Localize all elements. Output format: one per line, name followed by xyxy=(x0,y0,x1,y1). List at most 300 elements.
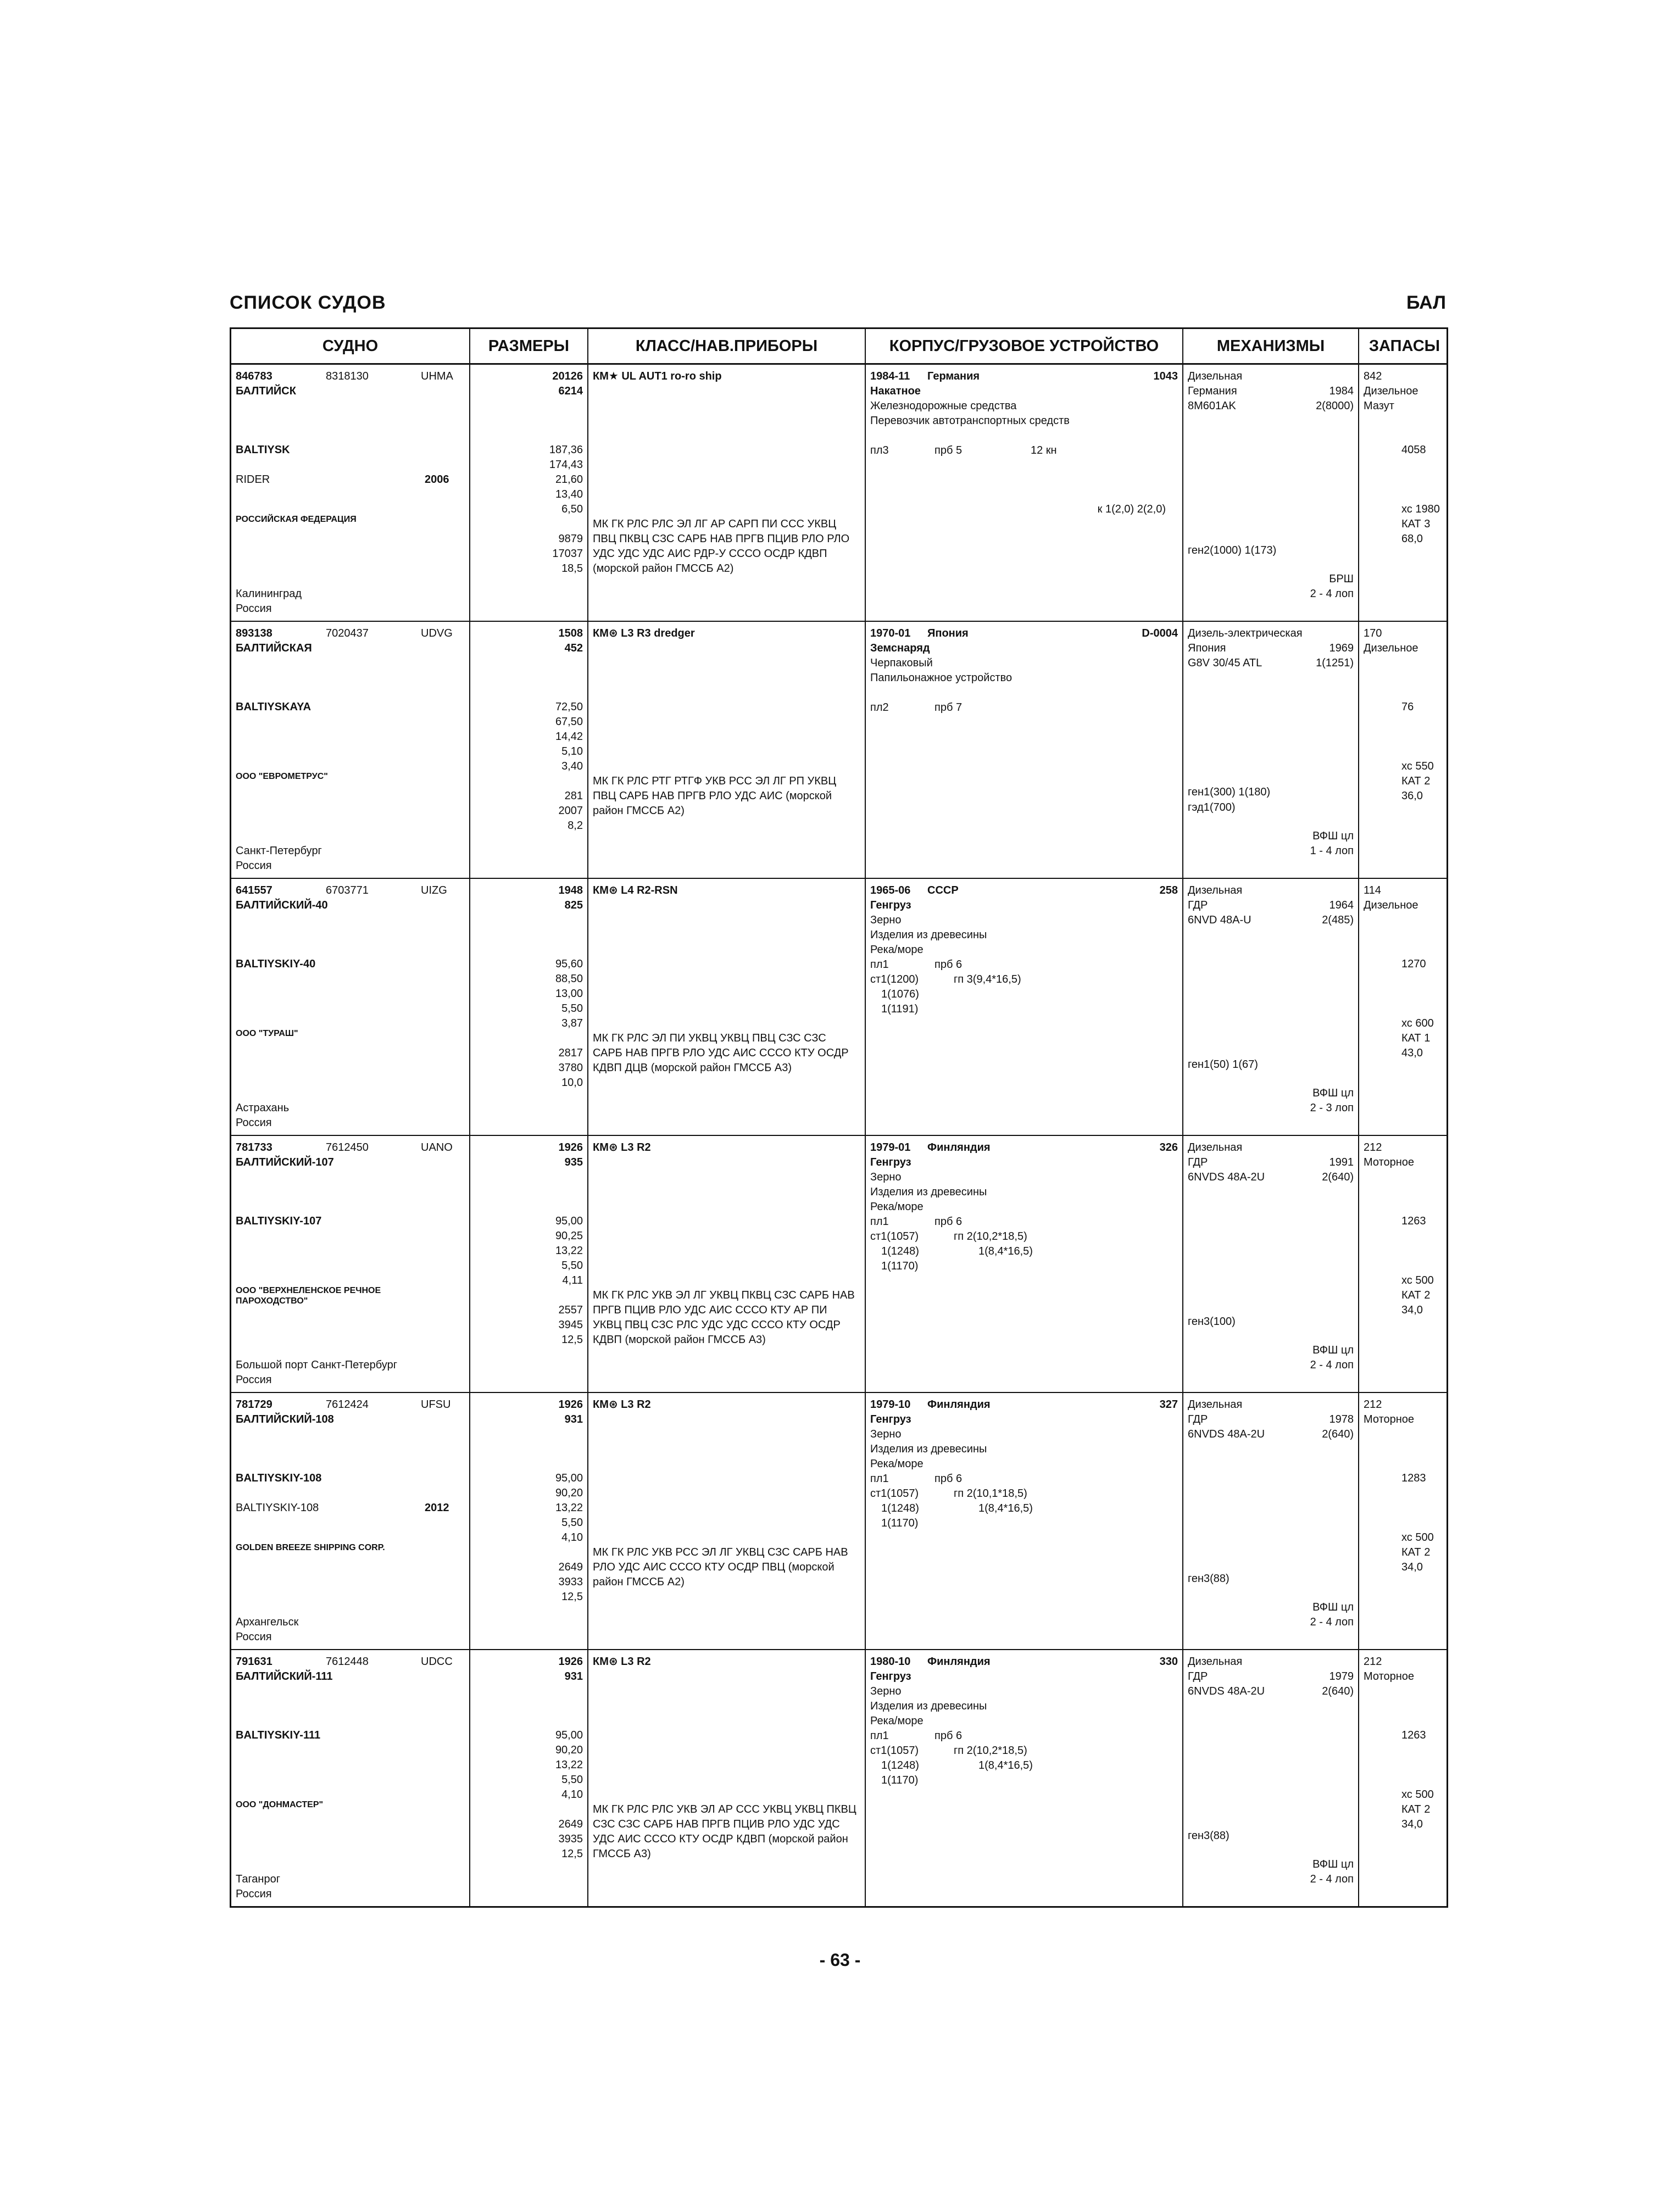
length-overall: 95,60 xyxy=(555,958,583,970)
registry-number: 781733 xyxy=(236,1141,272,1154)
ship-record xyxy=(231,878,1447,1135)
length-overall: 72,50 xyxy=(555,701,583,713)
draft: 6,50 xyxy=(561,503,583,515)
depth: 5,50 xyxy=(561,1002,583,1015)
home-port: Архангельск xyxy=(236,1616,299,1628)
propeller-blades: 2 - 4 лоп xyxy=(1310,1616,1354,1628)
engine-model: 6NVD 48A-U xyxy=(1188,914,1251,926)
owner: РОССИЙСКАЯ ФЕДЕРАЦИЯ xyxy=(236,515,357,524)
propeller-blades: 2 - 4 лоп xyxy=(1310,1873,1354,1885)
cargo-type-1: Черпаковый xyxy=(870,657,933,669)
build-country: Финляндия xyxy=(927,1656,991,1668)
build-date: 1970-01 xyxy=(870,627,911,639)
hold-1: ст1(1057) xyxy=(870,1488,919,1500)
engine-country: Япония xyxy=(1188,642,1226,654)
length-overall: 95,00 xyxy=(555,1215,583,1227)
nav-equipment: МК ГК РЛС УКВ ЭЛ ЛГ УКВЦ ПКВЦ СЗС САРБ НАВ ПРГВ ПЦИВ РЛО УДС АИС СССО КТУ АР ПИ УКВЦ ПВЦ СЗС РЛС УДС УДС СССО КТУ ОСДР КДВП (морской район ГМССБ А3) xyxy=(593,1289,855,1346)
engine-power: 2(640) xyxy=(1322,1171,1354,1183)
hold-1: ст1(1200) xyxy=(870,973,919,985)
deadweight-a: 2649 xyxy=(558,1561,583,1573)
build-date: 1979-01 xyxy=(870,1141,911,1154)
gross-tonnage: 1508 xyxy=(558,627,583,639)
length-pp: 174,43 xyxy=(549,459,583,471)
cargo-capacity: 1263 xyxy=(1401,1729,1426,1741)
header-dimensions: РАЗМЕРЫ xyxy=(469,329,587,363)
cargo-type-3: Река/море xyxy=(870,1458,924,1470)
fuel-type: Моторное xyxy=(1364,1413,1415,1425)
decks: пл1 xyxy=(870,1216,889,1228)
hold-2: 1(1248) xyxy=(881,1759,919,1772)
ship-name: БАЛТИЙСКИЙ-40 xyxy=(236,899,328,911)
ship-name-latin: BALTIYSKIY-111 xyxy=(236,1729,321,1741)
range: хс 550 xyxy=(1401,760,1434,772)
engine-year: 1991 xyxy=(1329,1156,1354,1168)
range: хс 500 xyxy=(1401,1274,1434,1286)
dimensions-cell xyxy=(469,365,587,621)
hold-2: 1(1248) xyxy=(881,1245,919,1257)
range: хс 600 xyxy=(1401,1017,1434,1029)
hatch-1: гп 2(10,2*18,5) xyxy=(954,1745,1027,1757)
registry-number: 641557 xyxy=(236,884,272,896)
speed-value: 12,5 xyxy=(561,1334,583,1346)
dimensions-cell xyxy=(469,1136,587,1392)
ship-name-latin: BALTIYSKIY-107 xyxy=(236,1215,322,1227)
gross-tonnage: 20126 xyxy=(552,370,583,382)
propeller-blades: 1 - 4 лоп xyxy=(1310,845,1354,857)
hull-cargo-cell xyxy=(865,1650,1182,1906)
fuel-amount: 842 xyxy=(1364,370,1382,382)
gross-tonnage: 1948 xyxy=(558,884,583,896)
length-overall: 95,00 xyxy=(555,1472,583,1484)
engine-country: Германия xyxy=(1188,385,1237,397)
draft: 3,40 xyxy=(561,760,583,772)
hull-type: Генгруз xyxy=(870,1670,911,1683)
supplies-cell xyxy=(1358,879,1450,1135)
deadweight-a: 2817 xyxy=(558,1047,583,1059)
hatch-1: гп 3(9,4*16,5) xyxy=(954,973,1021,985)
machinery-cell xyxy=(1182,1393,1358,1649)
cargo-type-3: Река/море xyxy=(870,944,924,956)
engine-model: 6NVDS 48A-2U xyxy=(1188,1428,1265,1440)
engine-country: ГДР xyxy=(1188,1670,1208,1683)
hold-3: 1(1170) xyxy=(881,1260,919,1272)
engine-type: Дизельная xyxy=(1188,1399,1243,1411)
yard-number: 330 xyxy=(1159,1656,1178,1668)
engine-power: 2(640) xyxy=(1322,1685,1354,1697)
cargo-type-1: Зерно xyxy=(870,914,902,926)
hull-type: Генгруз xyxy=(870,1156,911,1168)
range: хс 500 xyxy=(1401,1531,1434,1544)
fuel-amount: 114 xyxy=(1364,884,1381,896)
net-tonnage: 452 xyxy=(564,642,583,654)
ship-cell xyxy=(231,1393,469,1649)
breadth: 13,22 xyxy=(555,1759,583,1771)
draft: 3,87 xyxy=(561,1017,583,1029)
autonomy: 34,0 xyxy=(1401,1818,1423,1830)
hold-3: 1(1170) xyxy=(881,1774,919,1786)
cargo-capacity: 4058 xyxy=(1401,444,1426,456)
engine-power: 1(1251) xyxy=(1316,657,1354,669)
decks: пл1 xyxy=(870,1730,889,1742)
machinery-cell xyxy=(1182,879,1358,1135)
fuel-amount: 212 xyxy=(1364,1399,1382,1411)
machinery-cell xyxy=(1182,1650,1358,1906)
owner: ООО "ТУРАШ" xyxy=(236,1029,298,1038)
depth: 5,10 xyxy=(561,745,583,757)
cargo-type-2: Перевозчик автотранспортных средств xyxy=(870,415,1070,427)
autonomy: 34,0 xyxy=(1401,1304,1423,1316)
decks: пл3 xyxy=(870,444,889,456)
length-overall: 187,36 xyxy=(549,444,583,456)
class-nav-cell xyxy=(587,1136,865,1392)
decks: пл1 xyxy=(870,959,889,971)
imo-number: 7020437 xyxy=(326,627,369,639)
engine-model: 6NVDS 48A-2U xyxy=(1188,1171,1265,1183)
cargo-type-3: Река/море xyxy=(870,1715,924,1727)
machinery-cell xyxy=(1182,1136,1358,1392)
class-nav-cell xyxy=(587,622,865,878)
call-sign: UDVG xyxy=(421,627,453,639)
depth: 5,50 xyxy=(561,1260,583,1272)
cargo-type-1: Зерно xyxy=(870,1171,902,1183)
nav-equipment: МК ГК РЛС РТГ РТГФ УКВ РСС ЭЛ ЛГ РП УКВЦ ПВЦ САРБ НАВ ПРГВ РЛО УДС АИС (морской район ГМССБ А2) xyxy=(593,775,837,817)
ship-record xyxy=(231,1392,1447,1649)
deadweight-b: 3780 xyxy=(558,1062,583,1074)
propeller-blades: 2 - 4 лоп xyxy=(1310,1359,1354,1371)
imo-number: 7612424 xyxy=(326,1399,369,1411)
fuel-type: Дизельное xyxy=(1364,899,1418,911)
class-notation: КМ⊛ L3 R2 xyxy=(593,1399,651,1411)
deadweight-b: 3933 xyxy=(558,1576,583,1588)
fuel-type: Дизельное xyxy=(1364,642,1418,654)
gross-tonnage: 1926 xyxy=(558,1399,583,1411)
dimensions-cell xyxy=(469,1650,587,1906)
imo-number: 8318130 xyxy=(326,370,369,382)
ship-cell xyxy=(231,1650,469,1906)
service-speed: 12 кн xyxy=(1031,444,1057,456)
deadweight-a: 281 xyxy=(564,790,583,802)
bulkheads: прб 6 xyxy=(934,1730,963,1742)
hull-cargo-cell xyxy=(865,1393,1182,1649)
bulkheads: прб 5 xyxy=(934,444,963,456)
call-sign: UIZG xyxy=(421,884,447,896)
dimensions-cell xyxy=(469,1393,587,1649)
hold-1: ст1(1057) xyxy=(870,1745,919,1757)
engine-power: 2(485) xyxy=(1322,914,1354,926)
depth: 5,50 xyxy=(561,1517,583,1529)
engine-model: G8V 30/45 ATL xyxy=(1188,657,1262,669)
depth: 13,40 xyxy=(555,488,583,500)
former-name-year: 2012 xyxy=(425,1502,449,1514)
nav-equipment: МК ГК РЛС УКВ РСС ЭЛ ЛГ УКВЦ СЗС САРБ НАВ РЛО УДС АИС СССО КТУ ОСДР ПВЦ (морской район ГМССБ А2) xyxy=(593,1546,848,1588)
yard-number: 327 xyxy=(1159,1399,1178,1411)
draft: 4,11 xyxy=(562,1274,583,1286)
former-name-year: 2006 xyxy=(425,473,449,486)
yard-number: D-0004 xyxy=(1142,627,1178,639)
propeller: ВФШ цл xyxy=(1312,830,1354,842)
fuel-amount: 170 xyxy=(1364,627,1382,639)
ship-name: БАЛТИЙСКИЙ-111 xyxy=(236,1670,333,1683)
imo-number: 6703771 xyxy=(326,884,369,896)
decks: пл2 xyxy=(870,701,889,714)
engine-power: 2(640) xyxy=(1322,1428,1354,1440)
yard-number: 326 xyxy=(1159,1141,1178,1154)
propeller: БРШ xyxy=(1329,573,1354,585)
ship-name: БАЛТИЙСКАЯ xyxy=(236,642,312,654)
ship-cell xyxy=(231,365,469,621)
cargo-type-1: Зерно xyxy=(870,1428,902,1440)
class-nav-cell xyxy=(587,365,865,621)
hull-cargo-cell xyxy=(865,1136,1182,1392)
generators: ген3(88) xyxy=(1188,1573,1230,1585)
hold-2: 1(1248) xyxy=(881,1502,919,1514)
breadth: 13,22 xyxy=(555,1245,583,1257)
engine-year: 1979 xyxy=(1329,1670,1354,1683)
bulkheads: прб 6 xyxy=(934,1216,963,1228)
length-pp: 90,25 xyxy=(555,1230,583,1242)
hold-3: 1(1170) xyxy=(881,1517,919,1529)
nav-equipment: МК ГК РЛС РЛС УКВ ЭЛ АР ССС УКВЦ УКВЦ ПКВЦ СЗС СЗС САРБ НАВ ПРГВ ПЦИВ РЛО УДС УДС УДС АИС СССО КТУ ОСДР КДВП (морской район ГМССБ А3) xyxy=(593,1803,856,1860)
cargo-type-3: Река/море xyxy=(870,1201,924,1213)
net-tonnage: 931 xyxy=(564,1670,583,1683)
engine-country: ГДР xyxy=(1188,1413,1208,1425)
engine-type: Дизельная xyxy=(1188,1656,1243,1668)
header-class-nav: КЛАСС/НАВ.ПРИБОРЫ xyxy=(587,329,865,363)
ice-category: КАТ 2 xyxy=(1401,775,1431,787)
deadweight-b: 3935 xyxy=(558,1833,583,1845)
hull-type: Генгруз xyxy=(870,1413,911,1425)
hull-cargo-cell xyxy=(865,622,1182,878)
generators: ген1(50) 1(67) xyxy=(1188,1059,1258,1071)
ship-cell xyxy=(231,622,469,878)
deadweight-b: 17037 xyxy=(552,548,583,560)
ship-name: БАЛТИЙСКИЙ-107 xyxy=(236,1156,334,1168)
bulkheads: прб 6 xyxy=(934,959,963,971)
imo-number: 7612450 xyxy=(326,1141,369,1154)
engine-type: Дизельная xyxy=(1188,1141,1243,1154)
former-name: BALTIYSKIY-108 xyxy=(236,1502,319,1514)
call-sign: UFSU xyxy=(421,1399,451,1411)
ship-record xyxy=(231,1135,1447,1392)
nav-equipment: МК ГК РЛС РЛС ЭЛ ЛГ АР САРП ПИ ССС УКВЦ ПВЦ ПКВЦ СЗС САРБ НАВ ПРГВ ПЦИВ РЛО РЛО УДС УДС УДС АИС РДР-У СССО ОСДР КДВП (морской район ГМССБ А2) xyxy=(593,518,850,575)
propeller: ВФШ цл xyxy=(1312,1087,1354,1099)
speed-value: 12,5 xyxy=(561,1848,583,1860)
class-nav-cell xyxy=(587,879,865,1135)
generators: ген3(100) xyxy=(1188,1316,1236,1328)
ship-cell xyxy=(231,879,469,1135)
build-country: Германия xyxy=(927,370,980,382)
propeller: ВФШ цл xyxy=(1312,1344,1354,1356)
imo-number: 7612448 xyxy=(326,1656,369,1668)
header-hull-cargo: КОРПУС/ГРУЗОВОЕ УСТРОЙСТВО xyxy=(865,329,1182,363)
fuel-type: Дизельное xyxy=(1364,385,1418,397)
dimensions-cell xyxy=(469,622,587,878)
generators: гэд1(700) xyxy=(1188,801,1236,814)
gross-tonnage: 1926 xyxy=(558,1656,583,1668)
generators: ген3(88) xyxy=(1188,1830,1230,1842)
cargo-type-1: Железнодорожные средства xyxy=(870,400,1017,412)
call-sign: UHMA xyxy=(421,370,453,382)
class-notation: КМ⊛ L3 R3 dredger xyxy=(593,627,695,639)
deadweight-a: 2557 xyxy=(558,1304,583,1316)
autonomy: 43,0 xyxy=(1401,1047,1423,1059)
cargo-type-2: Изделия из древесины xyxy=(870,1700,987,1712)
supplies-cell xyxy=(1358,1393,1450,1649)
page-title: СПИСОК СУДОВ xyxy=(230,292,386,313)
hatch-2: 1(8,4*16,5) xyxy=(978,1759,1033,1772)
home-port: Большой порт Санкт-Петербург xyxy=(236,1359,398,1371)
page-number: - 63 - xyxy=(819,1950,861,1970)
engine-model: 6NVDS 48A-2U xyxy=(1188,1685,1265,1697)
home-port: Калининград xyxy=(236,588,302,600)
draft: 4,10 xyxy=(561,1531,583,1544)
build-country: Япония xyxy=(927,627,969,639)
deadweight-a: 2649 xyxy=(558,1818,583,1830)
home-port: Таганрог xyxy=(236,1873,281,1885)
engine-type: Дизельная xyxy=(1188,884,1243,896)
flag-country: Россия xyxy=(236,1888,272,1900)
engine-type: Дизельная xyxy=(1188,370,1243,382)
flag-country: Россия xyxy=(236,1117,272,1129)
fuel-type: Моторное xyxy=(1364,1156,1415,1168)
class-nav-cell xyxy=(587,1650,865,1906)
engine-year: 1978 xyxy=(1329,1413,1354,1425)
flag-country: Россия xyxy=(236,603,272,615)
class-nav-cell xyxy=(587,1393,865,1649)
registry-number: 791631 xyxy=(236,1656,272,1668)
autonomy: 36,0 xyxy=(1401,790,1423,802)
fuel-amount: 212 xyxy=(1364,1656,1382,1668)
build-country: СССР xyxy=(927,884,959,896)
supplies-cell xyxy=(1358,622,1450,878)
class-notation: КМ★ UL AUT1 ro-ro ship xyxy=(593,370,722,382)
speed-value: 8,2 xyxy=(568,820,583,832)
registry-number: 893138 xyxy=(236,627,272,639)
net-tonnage: 825 xyxy=(564,899,583,911)
hold-3: 1(1191) xyxy=(881,1003,919,1015)
registry-number: 781729 xyxy=(236,1399,272,1411)
home-port: Астрахань xyxy=(236,1102,290,1114)
hull-type: Генгруз xyxy=(870,899,911,911)
propeller-blades: 2 - 4 лоп xyxy=(1310,588,1354,600)
deadweight-a: 9879 xyxy=(558,533,583,545)
machinery-cell xyxy=(1182,365,1358,621)
cargo-type-1: Зерно xyxy=(870,1685,902,1697)
cargo-capacity: 1283 xyxy=(1401,1472,1426,1484)
range: хс 500 xyxy=(1401,1789,1434,1801)
cargo-type-2: Изделия из древесины xyxy=(870,1443,987,1455)
speed-value: 10,0 xyxy=(561,1077,583,1089)
ship-cell xyxy=(231,1136,469,1392)
build-country: Финляндия xyxy=(927,1399,991,1411)
ship-name: БАЛТИЙСКИЙ-108 xyxy=(236,1413,334,1425)
deadweight-b: 2007 xyxy=(558,805,583,817)
class-notation: КМ⊛ L3 R2 xyxy=(593,1141,651,1154)
propeller-blades: 2 - 3 лоп xyxy=(1310,1102,1354,1114)
draft: 4,10 xyxy=(561,1789,583,1801)
header-ship: СУДНО xyxy=(322,337,379,355)
header-machinery: МЕХАНИЗМЫ xyxy=(1182,329,1358,363)
cargo-type-2: Изделия из древесины xyxy=(870,929,987,941)
electric-motor: ген1(300) 1(180) xyxy=(1188,786,1271,798)
ship-record xyxy=(231,621,1447,878)
dimensions-cell xyxy=(469,879,587,1135)
fuel-amount: 212 xyxy=(1364,1141,1382,1154)
length-pp: 88,50 xyxy=(555,973,583,985)
call-sign: UANO xyxy=(421,1141,453,1154)
net-tonnage: 6214 xyxy=(558,385,583,397)
speed-value: 12,5 xyxy=(561,1591,583,1603)
flag-country: Россия xyxy=(236,1374,272,1386)
supplies-cell xyxy=(1358,1136,1450,1392)
hull-cargo-cell xyxy=(865,365,1182,621)
build-country: Финляндия xyxy=(927,1141,991,1154)
net-tonnage: 935 xyxy=(564,1156,583,1168)
hold-2: 1(1076) xyxy=(881,988,919,1000)
breadth: 13,22 xyxy=(555,1502,583,1514)
gross-tonnage: 1926 xyxy=(558,1141,583,1154)
engine-model: 8M601AK xyxy=(1188,400,1236,412)
engine-year: 1984 xyxy=(1329,385,1354,397)
home-port: Санкт-Петербург xyxy=(236,845,322,857)
owner: GOLDEN BREEZE SHIPPING CORP. xyxy=(236,1543,385,1552)
hull-cargo-cell xyxy=(865,879,1182,1135)
supplies-cell xyxy=(1358,365,1450,621)
hatch-1: гп 2(10,2*18,5) xyxy=(954,1230,1027,1243)
supplies-cell xyxy=(1358,1650,1450,1906)
breadth: 13,00 xyxy=(555,988,583,1000)
build-date: 1980-10 xyxy=(870,1656,911,1668)
former-name: RIDER xyxy=(236,473,270,486)
breadth: 14,42 xyxy=(555,731,583,743)
autonomy: 68,0 xyxy=(1401,533,1423,545)
generators: ген2(1000) 1(173) xyxy=(1188,544,1277,556)
deadweight-b: 3945 xyxy=(558,1319,583,1331)
length-pp: 90,20 xyxy=(555,1487,583,1499)
class-notation: КМ⊛ L4 R2-RSN xyxy=(593,884,678,896)
section-code: БАЛ xyxy=(1406,292,1446,313)
length-pp: 67,50 xyxy=(555,716,583,728)
net-tonnage: 931 xyxy=(564,1413,583,1425)
propeller: ВФШ цл xyxy=(1312,1858,1354,1870)
ship-name-latin: BALTIYSKAYA xyxy=(236,701,311,713)
cargo-capacity: 1270 xyxy=(1401,958,1426,970)
hull-type: Накатное xyxy=(870,385,921,397)
engine-year: 1964 xyxy=(1329,899,1354,911)
engine-year: 1969 xyxy=(1329,642,1354,654)
cargo-capacity: 76 xyxy=(1401,701,1414,713)
hull-type: Земснаряд xyxy=(870,642,930,654)
ship-record xyxy=(231,1649,1447,1906)
registry-number: 846783 xyxy=(236,370,272,382)
records-body xyxy=(231,365,1447,1906)
length-overall: 95,00 xyxy=(555,1729,583,1741)
yard-number: 1043 xyxy=(1153,370,1178,382)
hatch-1: гп 2(10,1*18,5) xyxy=(954,1488,1027,1500)
flag-country: Россия xyxy=(236,1631,272,1643)
ship-name-latin: BALTIYSKIY-108 xyxy=(236,1472,322,1484)
ship-list-table xyxy=(230,327,1448,1908)
yard-number: 258 xyxy=(1159,884,1178,896)
owner: ООО "ДОНМАСТЕР" xyxy=(236,1800,324,1809)
ice-category: КАТ 1 xyxy=(1401,1032,1431,1044)
hatch-2: 1(8,4*16,5) xyxy=(978,1502,1033,1514)
build-date: 1979-10 xyxy=(870,1399,911,1411)
cargo-type-2: Папильонажное устройство xyxy=(870,672,1013,684)
build-date: 1984-11 xyxy=(870,370,910,382)
ship-name-latin: BALTIYSKIY-40 xyxy=(236,958,316,970)
engine-type: Дизель-электрическая xyxy=(1188,627,1303,639)
